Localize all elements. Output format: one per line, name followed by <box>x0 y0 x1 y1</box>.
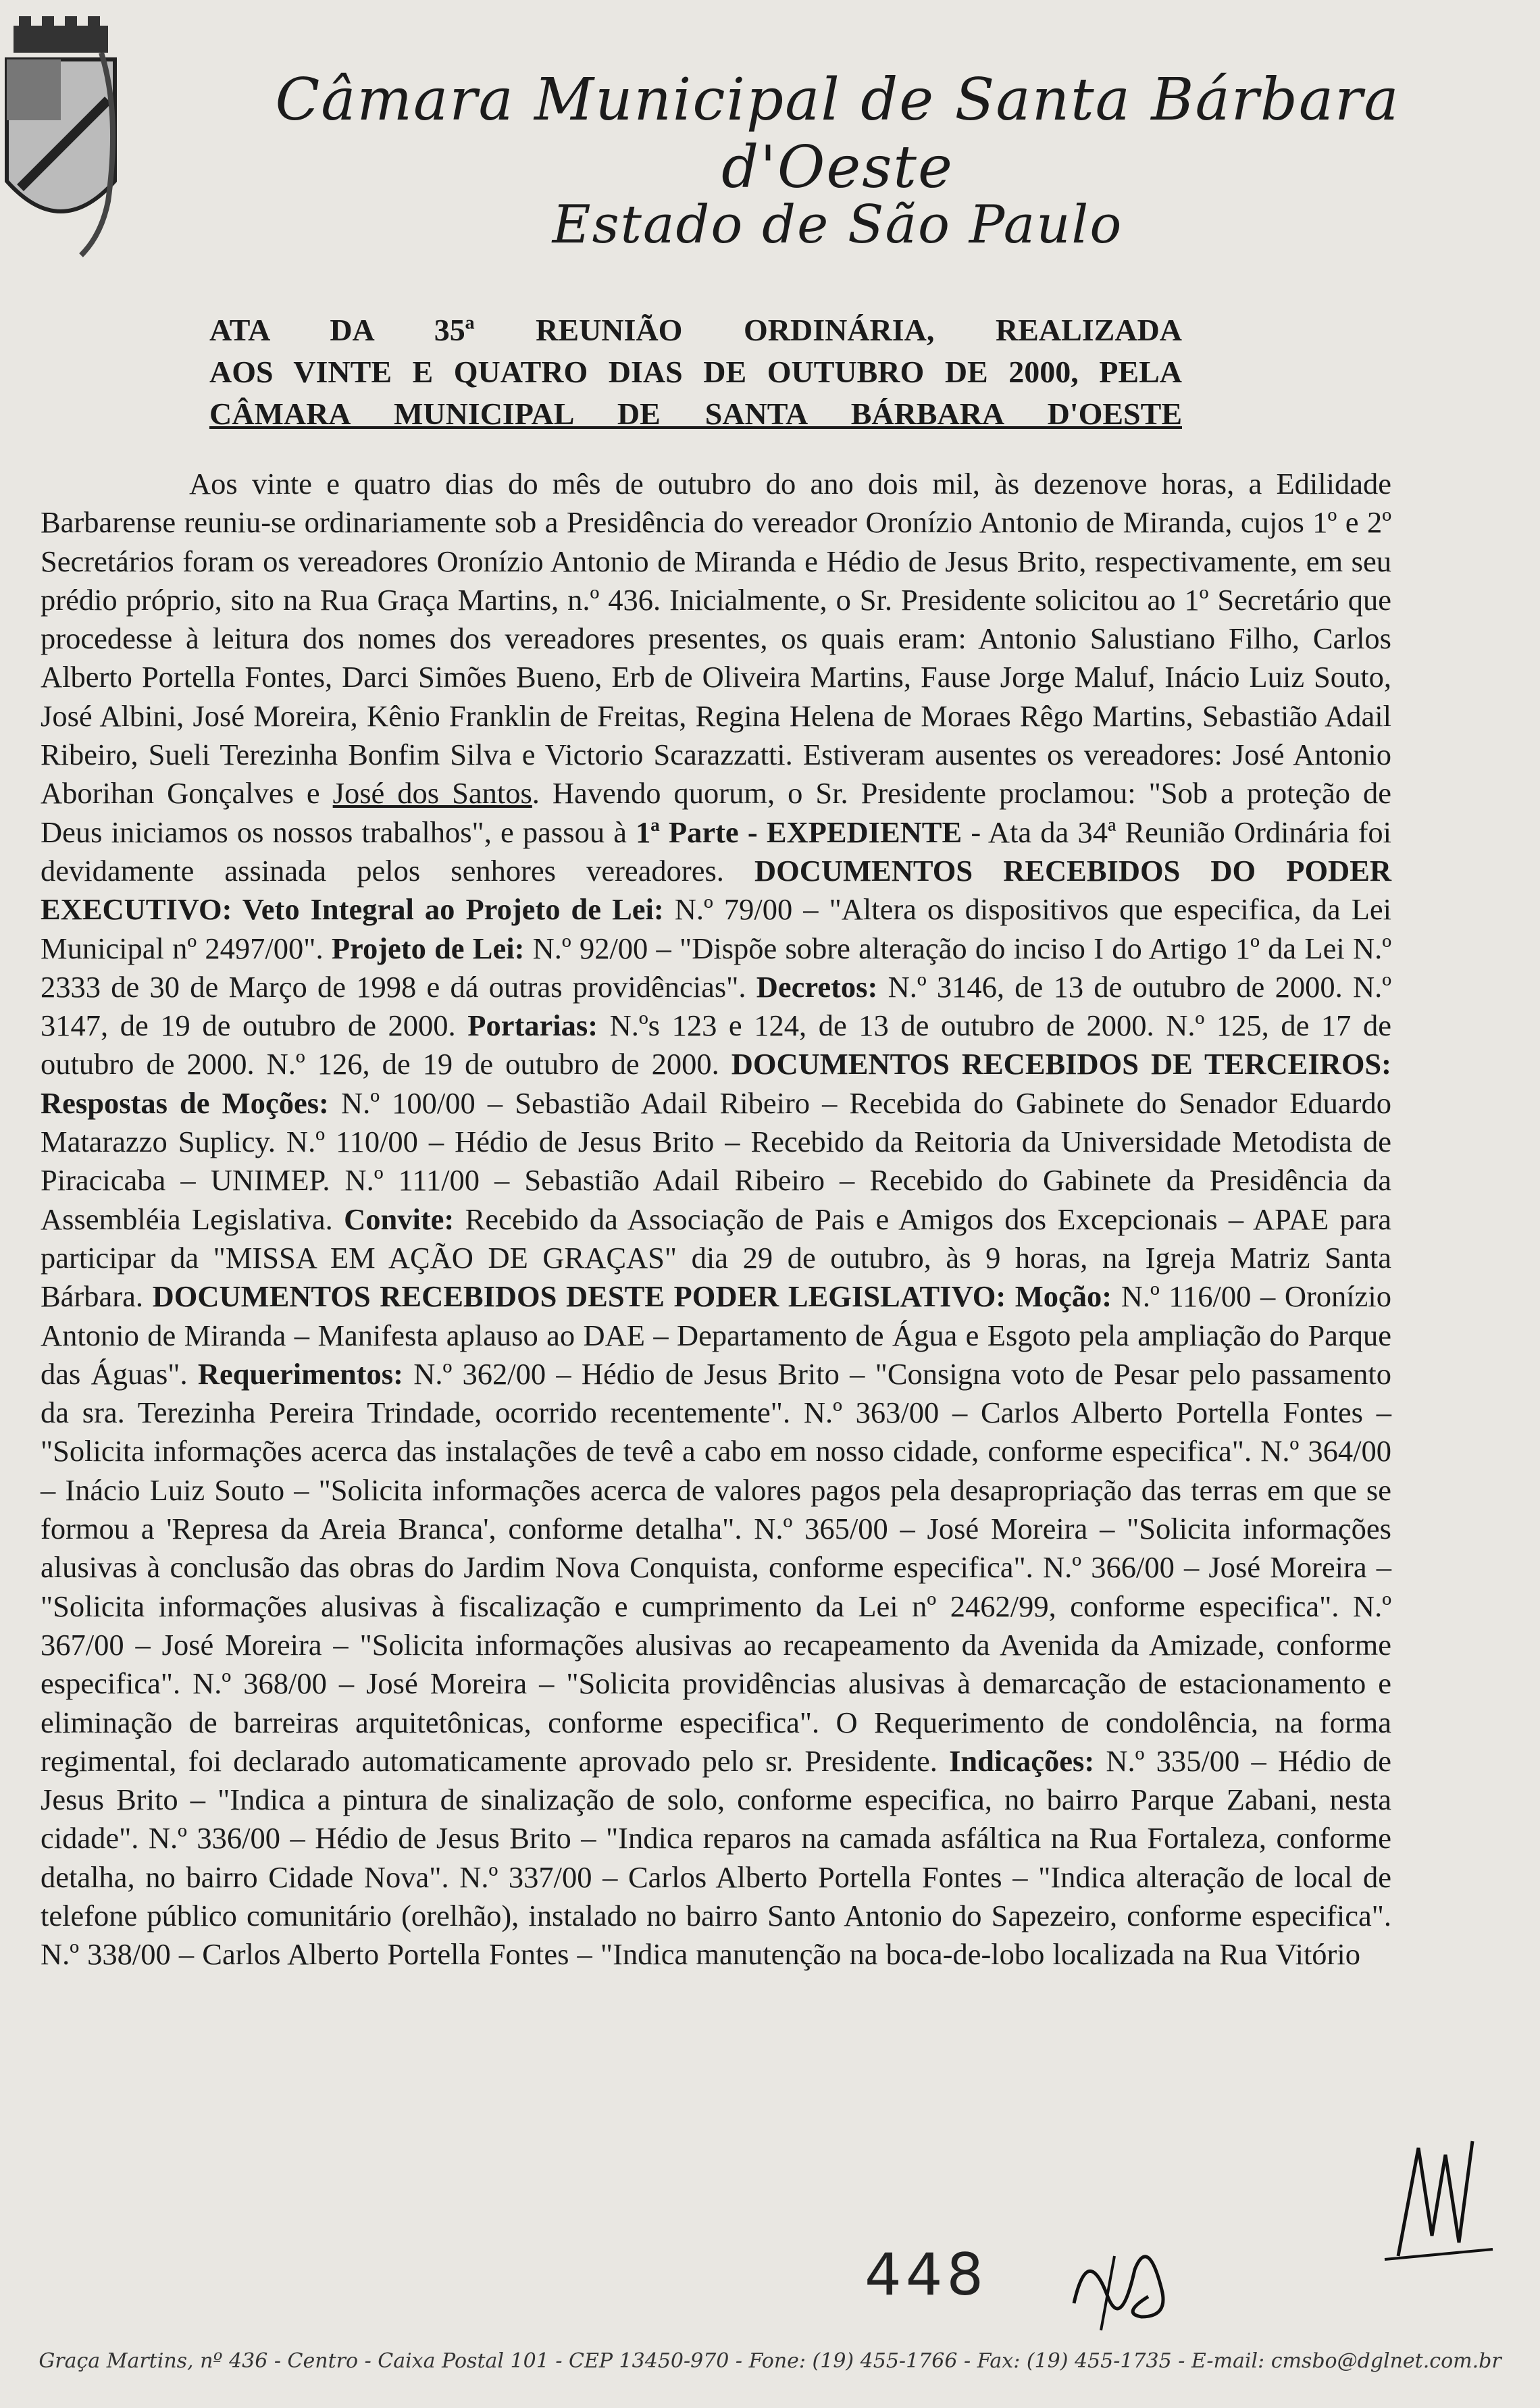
address-footer: Graça Martins, nº 436 - Centro - Caixa Postal 101 - CEP 13450-970 - Fone: (19) 455-1766 - Fax: (19) 455-1735 - E-mail: cmsbo@dglnet.com.br <box>38 2349 1502 2373</box>
body-text-segment: N.ºs 123 e 124, de 13 de outubro de 2000. N.º 125, de 17 de outubro de 2000. N.º 126, de 19 de outubro de 2000. <box>41 1008 1392 1081</box>
body-text-segment: Recebido da Associação de Pais e Amigos dos Excepcionais – APAE para participar da "MISSA EM AÇÃO DE GRAÇAS" dia 29 de outubro, às 9 horas, na Igreja Matriz Santa Bárbara. <box>41 1202 1392 1314</box>
coat-of-arms-icon <box>0 12 122 296</box>
body-heading-segment: Decretos: <box>756 969 878 1004</box>
page-number: 448 <box>865 2241 988 2309</box>
body-text-segment: Aos vinte e quatro dias do mês de outubro do ano dois mil, às dezenove horas, a Edilidade Barbarense reuniu-se ordinariamente sob a Presidência do vereador Oronízio Antonio de Miranda, cujos 1º e 2º Secretários foram os vereadores Oronízio Antonio de Miranda e Hédio de Jesus Brito, respectivamente, em seu prédio próprio, sito na Rua Graça Martins, n.º 436. Inicialmente, o Sr. Presidente solicitou ao 1º Secretário que procedesse à leitura dos nomes dos vereadores presentes, os quais eram: Antonio Salustiano Filho, Carlos Alberto Portella Fontes, Darci Simões Bueno, Erb de Oliveira Martins, Fause Jorge Maluf, Inácio Luiz Souto, José Albini, José Moreira, Kênio Franklin de Freitas, Regina Helena de Moraes Rêgo Martins, Sebastião Adail Ribeiro, Sueli Terezinha Bonfim Silva e Victorio Scarazzatti. Estiveram ausentes os vereadores: José Antonio Aborihan Gonçalves e <box>41 467 1391 811</box>
minutes-title <box>209 309 1182 435</box>
body-text-segment: José dos Santos <box>332 776 532 811</box>
body-heading-segment: DOCUMENTOS RECEBIDOS DE TERCEIROS: Respostas de Moções: <box>41 1047 1391 1120</box>
body-text-segment: N.º 3146, de 13 de outubro de 2000. N.º 3147, de 19 de outubro de 2000. <box>41 969 1392 1043</box>
body-heading-segment: DOCUMENTOS RECEBIDOS DO PODER EXECUTIVO: Veto Integral ao Projeto de Lei: <box>41 853 1392 927</box>
body-text-segment: - Ata da 34ª Reunião Ordinária foi devidamente assinada pelos senhores vereadores. <box>41 815 1391 888</box>
body-heading-segment: Requerimentos: <box>197 1356 403 1391</box>
body-text-segment: N.º 116/00 – Oronízio Antonio de Miranda – Manifesta aplauso ao DAE – Departamento de Água e Esgoto pela ampliação do Parque das Águas". <box>41 1279 1392 1391</box>
minutes-body <box>41 465 1391 1974</box>
title-line-2: AOS VINTE E QUATRO DIAS DE OUTUBRO DE 2000, PELA <box>209 355 1182 389</box>
body-text-segment: N.º 362/00 – Hédio de Jesus Brito – "Consigna voto de Pesar pelo passamento da sra. Terezinha Pereira Trindade, ocorrido recentemente". N.º 363/00 – Carlos Alberto Portella Fontes – "Solicita informações acerca das instalações de tevê a cabo em nosso cidade, conforme especifica". N.º 364/00 – Inácio Luiz Souto – "Solicita informações acerca de valores pagos pela desapropriação das terras em que se formou a 'Represa da Areia Branca', conforme detalha". N.º 365/00 – José Moreira – "Solicita informações alusivas à conclusão das obras do Jardim Nova Conquista, conforme especifica". N.º 366/00 – José Moreira – "Solicita informações alusivas à fiscalização e cumprimento da Lei nº 2462/99, conforme especifica". N.º 367/00 – José Moreira – "Solicita informações alusivas ao recapeamento da Avenida da Amizade, conforme especifica". N.º 368/00 – José Moreira – "Solicita providências alusivas à demarcação de estacionamento e eliminação de barreiras arquitetônicas, conforme especifica". O Requerimento de condolência, na forma regimental, foi declarado automaticamente aprovado pelo sr. Presidente. <box>41 1356 1392 1778</box>
title-line-1: ATA DA 35ª REUNIÃO ORDINÁRIA, REALIZADA <box>209 313 1182 347</box>
body-heading-segment: Portarias: <box>467 1008 598 1043</box>
body-text-segment: N.º 92/00 – "Dispõe sobre alteração do inciso I do Artigo 1º da Lei N.º 2333 de 30 de Março de 1998 e dá outras providências". <box>41 931 1391 1004</box>
body-heading-segment: DOCUMENTOS RECEBIDOS DESTE PODER LEGISLATIVO: Moção: <box>152 1279 1112 1314</box>
body-text-segment: . Havendo quorum, o Sr. Presidente proclamou: "Sob a proteção de Deus iniciamos os nossos trabalhos", e passou à <box>41 776 1391 849</box>
body-text-segment: N.º 100/00 – Sebastião Adail Ribeiro – Recebida do Gabinete do Senador Eduardo Matarazzo Suplicy. N.º 110/00 – Hédio de Jesus Brito – Recebido da Reitoria da Universidade Metodista de Piracicaba – UNIMEP. N.º 111/00 – Sebastião Adail Ribeiro – Recebido do Gabinete da Presidência da Assembléia Legislativa. <box>41 1085 1391 1236</box>
body-heading-segment: Indicações: <box>949 1743 1095 1778</box>
chamber-name-heading: Câmara Municipal de Santa Bárbara d'Oeste <box>275 66 1400 201</box>
body-heading-segment: Convite: <box>344 1202 455 1236</box>
body-heading-segment: Projeto de Lei: <box>331 931 525 965</box>
body-heading-segment: 1ª Parte - EXPEDIENTE <box>636 815 962 849</box>
state-name-heading: Estado de São Paulo <box>552 195 1123 255</box>
handwritten-initials-icon <box>1060 2229 1196 2337</box>
title-line-3: CÂMARA MUNICIPAL DE SANTA BÁRBARA D'OESTE <box>209 396 1182 431</box>
handwritten-signature-icon <box>1378 2134 1499 2263</box>
body-text-segment: N.º 335/00 – Hédio de Jesus Brito – "Indica a pintura de sinalização de solo, conforme especifica, no bairro Parque Zabani, nesta cidade". N.º 336/00 – Hédio de Jesus Brito – "Indica reparos na camada asfáltica na Rua Fortaleza, conforme detalha, no bairro Cidade Nova". N.º 337/00 – Carlos Alberto Portella Fontes – "Indica alteração de local de telefone público comunitário (orelhão), instalado no bairro Santo Antonio do Sapezeiro, conforme especifica". N.º 338/00 – Carlos Alberto Portella Fontes – "Indica manutenção na boca-de-lobo localizada na Rua Vitório <box>41 1743 1391 1972</box>
body-text-segment: N.º 79/00 – "Altera os dispositivos que especifica, da Lei Municipal nº 2497/00". <box>41 892 1392 965</box>
